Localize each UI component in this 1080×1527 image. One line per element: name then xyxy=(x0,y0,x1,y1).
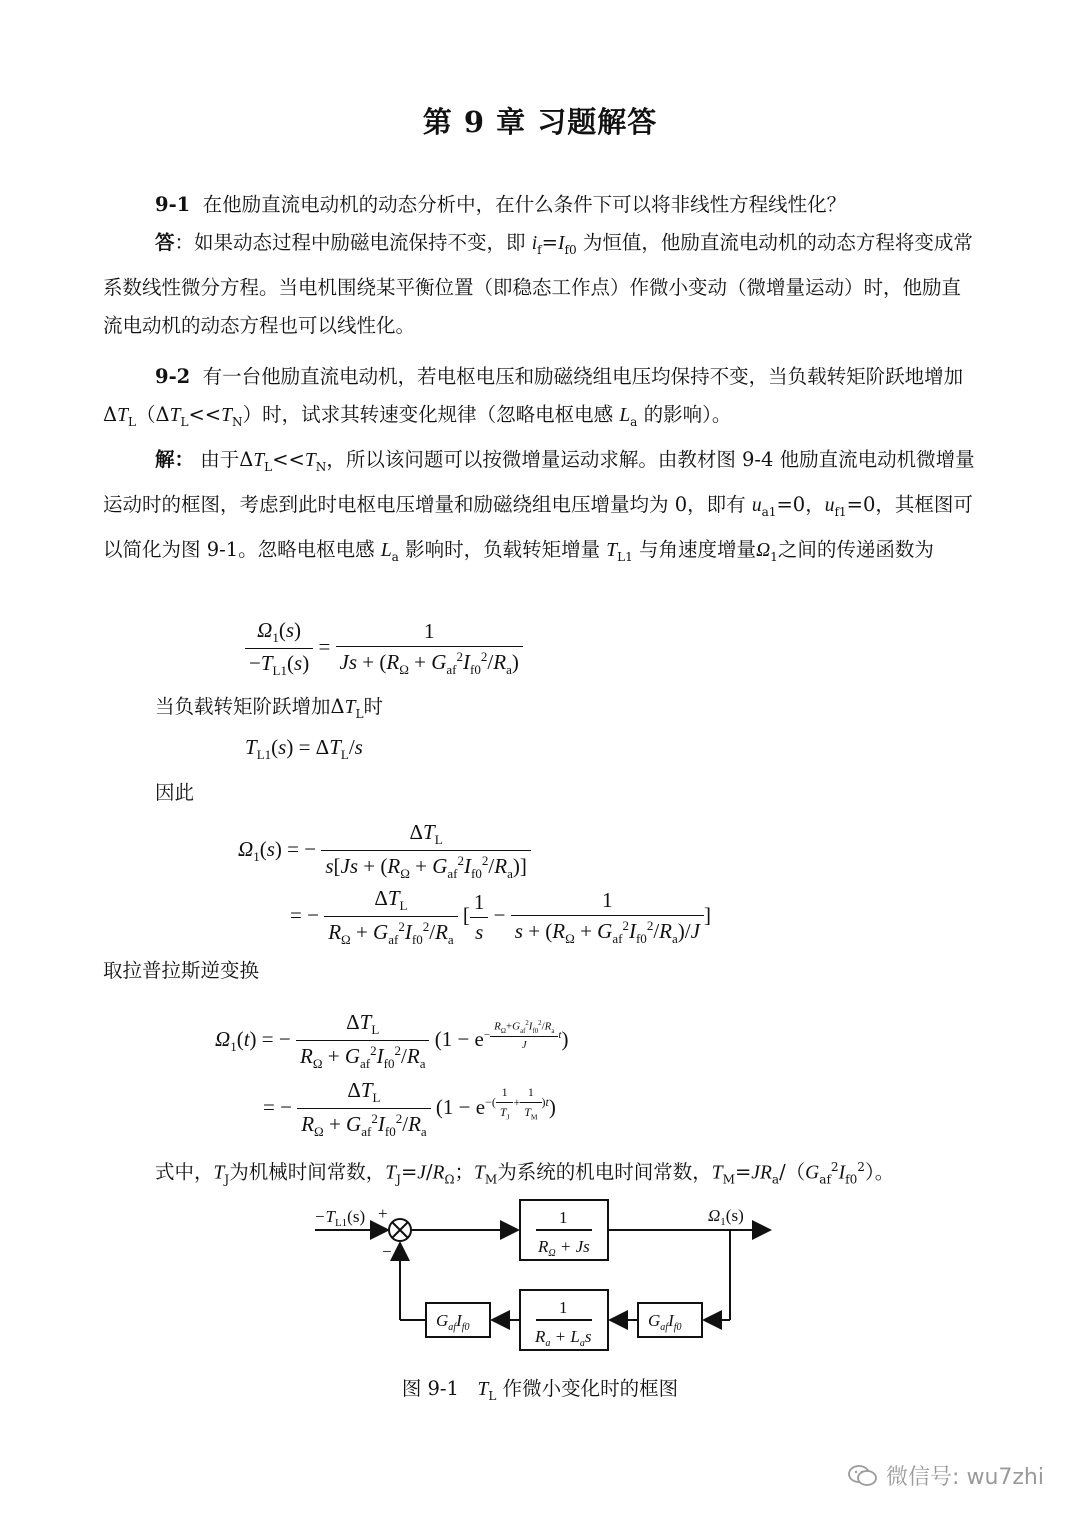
line-step: 当负载转矩阶跃增加$\Delta T_L$时 xyxy=(155,695,384,721)
caption-text: 作微小变化时的框图 xyxy=(502,1377,679,1400)
chapter-title: 第 9 章 习题解答 xyxy=(422,105,658,139)
svg-text:1: 1 xyxy=(559,1298,568,1317)
text: 为系统的机电时间常数， xyxy=(497,1160,712,1184)
question-text-c: 的影响）。 xyxy=(637,403,732,426)
text: 因此 xyxy=(155,781,195,804)
svg-text:GafIf0: $G_{af}I_{f0}$ xyxy=(436,1311,470,1333)
answer-label: 答 xyxy=(155,231,175,254)
question-9-1: 9-1 在他励直流电动机的动态分析中，在什么条件下可以将非线性方程线性化？ 答：如果动态过程中励磁电流保持不变，即 $i_f=I_{f0}$ 为恒值，他励直流电动机的动态方程将变成常系数线性微分方程。当电机围绕某平衡位置（即稳态工作点）作微小变动（微增量运动）时，他励直流电动机的动态方程也可以线性化。 xyxy=(103,193,973,337)
question-number: 9-2 xyxy=(155,365,191,388)
equation-omega-s-line2: = − $\frac{\Delta T_L}{R_\Omega + G_{af}^2I_{f0}^2/R_a}$ [ $\frac{1}{s}$ − $\frac{1}{s + (R_\Omega + G_{af}^2I_{f0}^2/R_a)/J}$ ] xyxy=(290,886,711,948)
svg-text:GafIf0: $G_{af}I_{f0}$ xyxy=(648,1311,682,1333)
solution-text-f: 之间的传递函数为 xyxy=(777,537,934,561)
question-9-2: 9-2 有一台他励直流电动机，若电枢电压和励磁绕组电压均保持不变，当负载转矩阶跃地增加$\Delta T_L(\Delta T_L<<T_N)$时，试求其转速变化规律（忽略电枢电感 $L_a$ 的影响）。 解： 由于$\Delta T_L<<T_N$，所以该问题可以按微增量运动求解。由教材图 9-4 他励直流电动机微增量运动时的框图，考虑到此时电枢电压增量和励磁绕组电压增量均为 0，即有 $u_{a1}=0$，$u_{f1}=0$，其框图可以简化为图 9-1。忽略电枢电感 $L_a$ 影响时，负载转矩增量 $T_{L1}$ 与角速度增量$\Omega_1$之间的传递函数为 xyxy=(103,365,975,564)
input-label: $-T_{L1}(s)$ xyxy=(314,1207,366,1229)
answer-text-b: 为恒值，他励直流电动机的动态方程将变成常系数线性微分方程。当电机围绕某平衡位置（即稳态工作点）作微小变动（微增量运动）时，他励直流电动机的动态方程也可以线性化。 xyxy=(103,231,973,337)
solution-text-b: ，所以该问题可以按微增量运动求解。由教材图 9-4 他励直流电动机微增量运动时的框图，考虑到此时电枢电压增量和励磁绕组电压增量均为 0，即有 xyxy=(103,447,975,516)
line-where: 式中，$T_J$为机械时间常数，$T_J=J/R_\Omega$；$T_M$为系统的机电时间常数，$T_M=JR_a/(G_{af}^2I_{f0}^2)$。 xyxy=(155,1160,895,1187)
minus-sign: − xyxy=(382,1242,392,1261)
text: ； xyxy=(454,1160,474,1184)
wechat-icon xyxy=(848,1464,878,1488)
plus-sign: + xyxy=(378,1204,388,1223)
text: 当负载转矩阶跃增加 xyxy=(155,695,331,718)
solution-text-e: 与角速度增量 xyxy=(632,537,757,561)
equation-transfer-function: $\frac{\Omega_1(s)}{-T_{L1}(s)}$ = $\frac{1}{Js + (R_\Omega + G_{af}^2I_{f0}^2/R_a)}$ xyxy=(245,618,523,679)
solution-text-a: 由于 xyxy=(194,447,240,471)
question-text-a: 有一台他励直流电动机，若电枢电压和励磁绕组电压均保持不变，当负载转矩阶跃地增加 xyxy=(202,365,964,388)
output-label: $\Omega_1(s)$ xyxy=(708,1206,744,1228)
line-therefore xyxy=(103,774,980,812)
text: 时 xyxy=(363,695,384,718)
svg-text:RΩ + Js: $R_\Omega + Js$ xyxy=(538,1237,590,1259)
solution-label: 解： xyxy=(155,447,195,471)
question-text: 在他励直流电动机的动态分析中，在什么条件下可以将非线性方程线性化？ xyxy=(202,193,847,216)
line-laplace xyxy=(103,952,980,990)
text: 式中， xyxy=(155,1160,214,1184)
wechat-watermark xyxy=(848,1460,1044,1491)
watermark-text: 微信号: wu7zhi xyxy=(886,1465,1044,1490)
equation-omega-t-line2: = − $\frac{\Delta T_L}{R_\Omega + G_{af}^2I_{f0}^2/R_a}$ $(1 - e^{-( \frac{1}{T_J} + \frac{1}{T_M} )t})$ xyxy=(263,1078,556,1140)
equation-omega-s-line1: $\Omega_1(s)$ = − $\frac{\Delta T_L}{s[Js + (R_\Omega + G_{af}^2I_{f0}^2/R_a)]}$ xyxy=(238,820,531,882)
question-number: 9-1 xyxy=(155,193,191,216)
figure-caption: 图 9-1 $T_L$ 作微小变化时的框图 xyxy=(401,1377,679,1403)
svg-text:Ra + Las: $R_a + L_as$ xyxy=(535,1327,592,1349)
equation-step-input: $T_{L1}(s) = \Delta T_L/s$ xyxy=(245,735,363,763)
answer-text-a: ：如果动态过程中励磁电流保持不变，即 xyxy=(174,231,532,254)
caption-number: 图 9-1 xyxy=(401,1377,459,1400)
text: 。 xyxy=(874,1160,895,1184)
svg-text:1: 1 xyxy=(559,1208,568,1227)
question-text-b: 时，试求其转速变化规律（忽略电枢电感 xyxy=(262,403,620,426)
equation-omega-t-line1: $\Omega_1(t)$ = − $\frac{\Delta T_L}{R_\Omega + G_{af}^2I_{f0}^2/R_a}$ $(1 - e^{- \frac{R_\Omega+G_{af}^2I_{f0}^2/R_a}{J} t})$ xyxy=(215,1010,569,1072)
block-diagram xyxy=(300,1195,780,1365)
solution-text-c: ，其框图可以简化为图 9-1。忽略电枢电感 xyxy=(103,492,973,561)
solution-text-d: 影响时，负载转矩增量 xyxy=(398,537,607,561)
text: 为机械时间常数， xyxy=(229,1160,386,1184)
text: 取拉普拉斯逆变换 xyxy=(103,959,260,982)
